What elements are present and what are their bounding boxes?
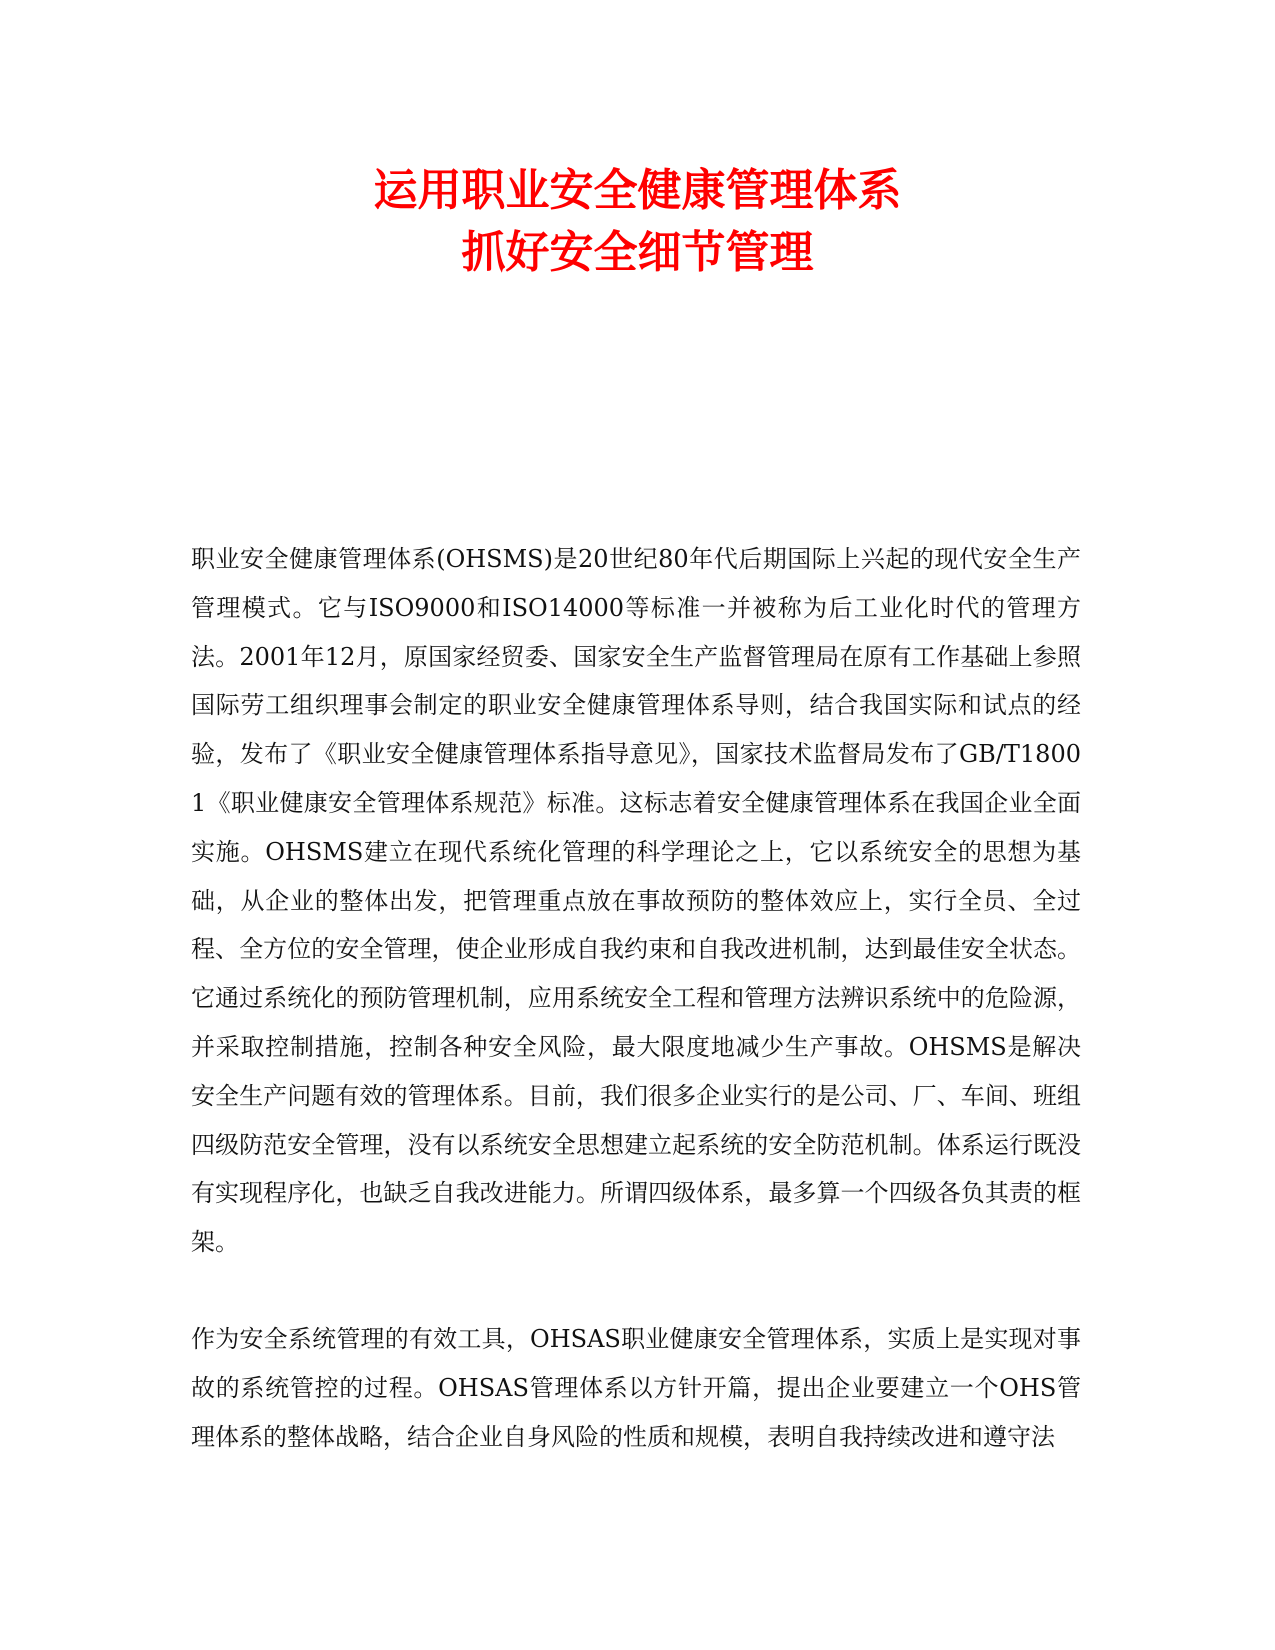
document-body (191, 535, 1081, 1461)
paragraph-1: 职业安全健康管理体系(OHSMS)是20世纪80年代后期国际上兴起的现代安全生产管理模式。它与ISO9000和ISO14000等标准一并被称为后工业化时代的管理方法。2001年12月，原国家经贸委、国家安全生产监督管理局在原有工作基础上参照国际劳工组织理事会制定的职业安全健康管理体系导则，结合我国实际和试点的经验，发布了《职业安全健康管理体系指导意见》，国家技术监督局发布了GB/T18001《职业健康安全管理体系规范》标准。这标志着安全健康管理体系在我国企业全面实施。OHSMS建立在现代系统化管理的科学理论之上，它以系统安全的思想为基础，从企业的整体出发，把管理重点放在事故预防的整体效应上，实行全员、全过程、全方位的安全管理，使企业形成自我约束和自我改进机制，达到最佳安全状态。它通过系统化的预防管理机制，应用系统安全工程和管理方法辨识系统中的危险源，并采取控制措施，控制各种安全风险，最大限度地减少生产事故。OHSMS是解决安全生产问题有效的管理体系。目前，我们很多企业实行的是公司、厂、车间、班组四级防范安全管理，没有以系统安全思想建立起系统的安全防范机制。体系运行既没有实现程序化，也缺乏自我改进能力。所谓四级体系，最多算一个四级各负其责的框架。 (191, 545, 1081, 1257)
title-line-2: 抓好安全细节管理 (461, 227, 814, 278)
title-line-1: 运用职业安全健康管理体系 (373, 165, 902, 216)
paragraph-2: 作为安全系统管理的有效工具，OHSAS职业健康安全管理体系，实质上是实现对事故的系统管控的过程。OHSAS管理体系以方针开篇，提出企业要建立一个OHS管理体系的整体战略，结合企业自身风险的性质和规模，表明自我持续改进和遵守法 (191, 1324, 1081, 1451)
document-title (0, 160, 1275, 284)
